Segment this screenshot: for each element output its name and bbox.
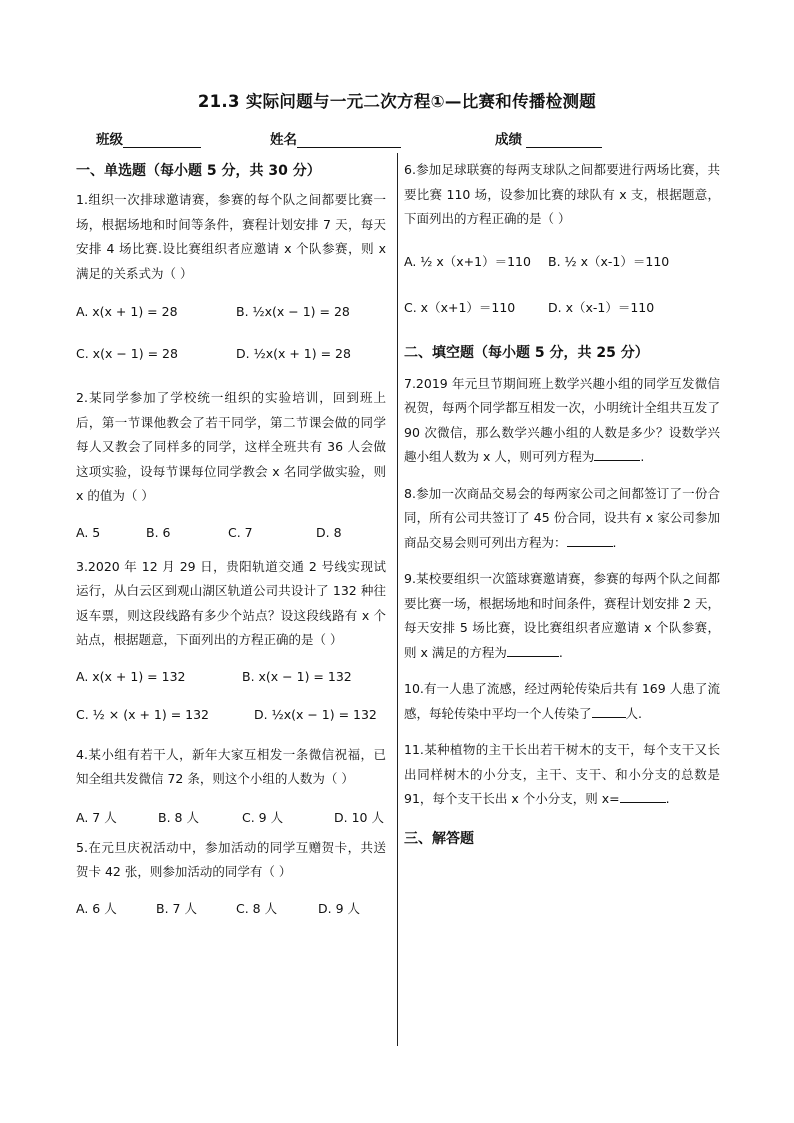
- score-label: 成绩: [495, 132, 522, 148]
- option-a[interactable]: A. 7 人: [76, 809, 117, 825]
- question-5: 5.在元旦庆祝活动中，参加活动的同学互赠贺卡，共送贺卡 42 张，则参加活动的同学有（ ）: [76, 839, 386, 879]
- option-d[interactable]: D. x（x-1）＝110: [548, 299, 655, 315]
- options-row: [76, 899, 386, 919]
- question-10: [404, 677, 720, 726]
- answer-blank[interactable]: [507, 643, 559, 657]
- right-column: [404, 158, 720, 852]
- question-7-end: .: [640, 449, 645, 464]
- options-row: [404, 298, 720, 318]
- name-label: 姓名: [270, 132, 297, 148]
- question-1: 1.组织一次排球邀请赛，参赛的每个队之间都要比赛一场，根据场地和时间等条件，赛程计划安排 7 天，每天安排 4 场比赛.设比赛组织者应邀请 x 个队参赛，则 x 满足的关系式为（ ）: [76, 192, 386, 281]
- option-b[interactable]: B. 6: [146, 524, 171, 540]
- column-divider: [397, 153, 398, 1046]
- class-blank[interactable]: [123, 133, 201, 148]
- option-c[interactable]: C. x（x+1）＝110: [404, 299, 516, 315]
- options-row: [76, 344, 386, 364]
- option-a[interactable]: A. 5: [76, 524, 101, 540]
- option-c[interactable]: C. 7: [228, 524, 253, 540]
- question-8: [404, 482, 720, 556]
- question-8-text: 8.参加一次商品交易会的每两家公司之间都签订了一份合同，所有公司共签订了 45 份合同，设共有 x 家公司参加商品交易会则可列出方程为：: [404, 485, 720, 550]
- answer-blank[interactable]: [620, 789, 666, 803]
- score-field: [495, 128, 602, 148]
- option-a[interactable]: A. x(x + 1) = 132: [76, 668, 186, 684]
- option-a[interactable]: A. 6 人: [76, 900, 117, 916]
- options-row: [76, 523, 386, 543]
- question-11-text: 11.某种植物的主干长出若干树木的支干，每个支干又长出同样树木的小分支，主干、支干、和小分支的总数是 91，每个支干长出 x 个小分支，则 x=: [404, 742, 720, 806]
- options-row: [76, 705, 386, 725]
- question-6: 6.参加足球联赛的每两支球队之间都要进行两场比赛，共要比赛 110 场，设参加比赛的球队有 x 支，根据题意，下面列出的方程正确的是（ ）: [404, 162, 720, 226]
- question-7-text: 7.2019 年元旦节期间班上数学兴趣小组的同学互发微信祝贺，每两个同学都互相发一次，小明统计全组共互发了 90 次微信，那么数学兴趣小组的人数是多少？设数学兴趣小组人数为 x 人，则可列方程为: [404, 375, 720, 464]
- question-9-text: 9.某校要组织一次篮球赛邀请赛，参赛的每两个队之间都要比赛一场，根据场地和时间条件，赛程计划安排 2 天，每天安排 5 场比赛，设比赛组织者应邀请 x 个队参赛，则 x 满足的方程为: [404, 571, 720, 660]
- question-11: [404, 738, 720, 812]
- question-9-end: .: [558, 644, 563, 660]
- option-a[interactable]: A. ½ x（x+1）＝110: [404, 253, 531, 269]
- question-7: [404, 372, 720, 470]
- option-b[interactable]: B. ½x(x − 1) = 28: [236, 304, 350, 319]
- question-10-text: 10.有一人患了流感，经过两轮传染后共有 169 人患了流感，每轮传染中平均一个人传染了: [404, 681, 720, 721]
- class-field: [96, 128, 201, 148]
- option-a[interactable]: A. x(x + 1) = 28: [76, 304, 178, 319]
- option-d[interactable]: D. 8: [316, 524, 342, 540]
- options-row: [76, 808, 386, 828]
- option-b[interactable]: B. x(x − 1) = 132: [242, 668, 352, 684]
- option-c[interactable]: C. 8 人: [236, 900, 278, 916]
- left-column: [76, 158, 386, 919]
- name-blank[interactable]: [297, 133, 401, 148]
- question-3: 3.2020 年 12 月 29 日，贵阳轨道交通 2 号线实现试运行，从白云区到观山湖区轨道公司共设计了 132 种往返车票，则这段线路有多少个站点？设这段线路有 x 个站点，根据题意，下面列出的方程正确的是（ ）: [76, 558, 386, 647]
- section-single-choice: 一、单选题（每小题 5 分，共 30 分）: [76, 163, 321, 179]
- question-4: 4.某小组有若干人，新年大家互相发一条微信祝福，已知全组共发微信 72 条，则这个小组的人数为（ ）: [76, 746, 386, 786]
- score-blank[interactable]: [526, 133, 602, 148]
- question-11-end: .: [665, 791, 670, 806]
- option-b[interactable]: B. 8 人: [158, 809, 199, 825]
- question-8-end: .: [612, 534, 617, 550]
- question-9: [404, 567, 720, 665]
- options-row: [404, 252, 720, 272]
- option-c[interactable]: C. x(x − 1) = 28: [76, 346, 178, 361]
- answer-blank[interactable]: [592, 704, 626, 718]
- answer-blank[interactable]: [567, 533, 613, 547]
- section-answer: 三、解答题: [404, 830, 474, 847]
- class-label: 班级: [96, 132, 123, 148]
- option-b[interactable]: B. ½ x（x-1）＝110: [548, 253, 670, 269]
- option-d[interactable]: D. ½x(x + 1) = 28: [236, 346, 351, 361]
- option-d[interactable]: D. ½x(x − 1) = 132: [254, 706, 377, 722]
- option-b[interactable]: B. 7 人: [156, 900, 197, 916]
- option-d[interactable]: D. 9 人: [318, 900, 360, 916]
- page-title: 21.3 实际问题与一元二次方程①—比赛和传播检测题: [197, 92, 597, 111]
- option-c[interactable]: C. ½ × (x + 1) = 132: [76, 706, 210, 722]
- section-fill-in: 二、填空题（每小题 5 分，共 25 分）: [404, 344, 649, 361]
- answer-blank[interactable]: [594, 447, 640, 461]
- question-2: 2.某同学参加了学校统一组织的实验培训，回到班上后，第一节课他教会了若干同学，第二节课会做的同学每人又教会了同样多的同学，这样全班共有 36 人会做这项实验，设每节课每位同学教会 x 名同学做实验，则 x 的值为（ ）: [76, 390, 386, 503]
- question-10-end: 人.: [625, 705, 642, 721]
- option-d[interactable]: D. 10 人: [334, 809, 384, 825]
- options-row: [76, 667, 386, 687]
- name-field: [270, 128, 401, 148]
- option-c[interactable]: C. 9 人: [242, 809, 284, 825]
- options-row: [76, 302, 386, 322]
